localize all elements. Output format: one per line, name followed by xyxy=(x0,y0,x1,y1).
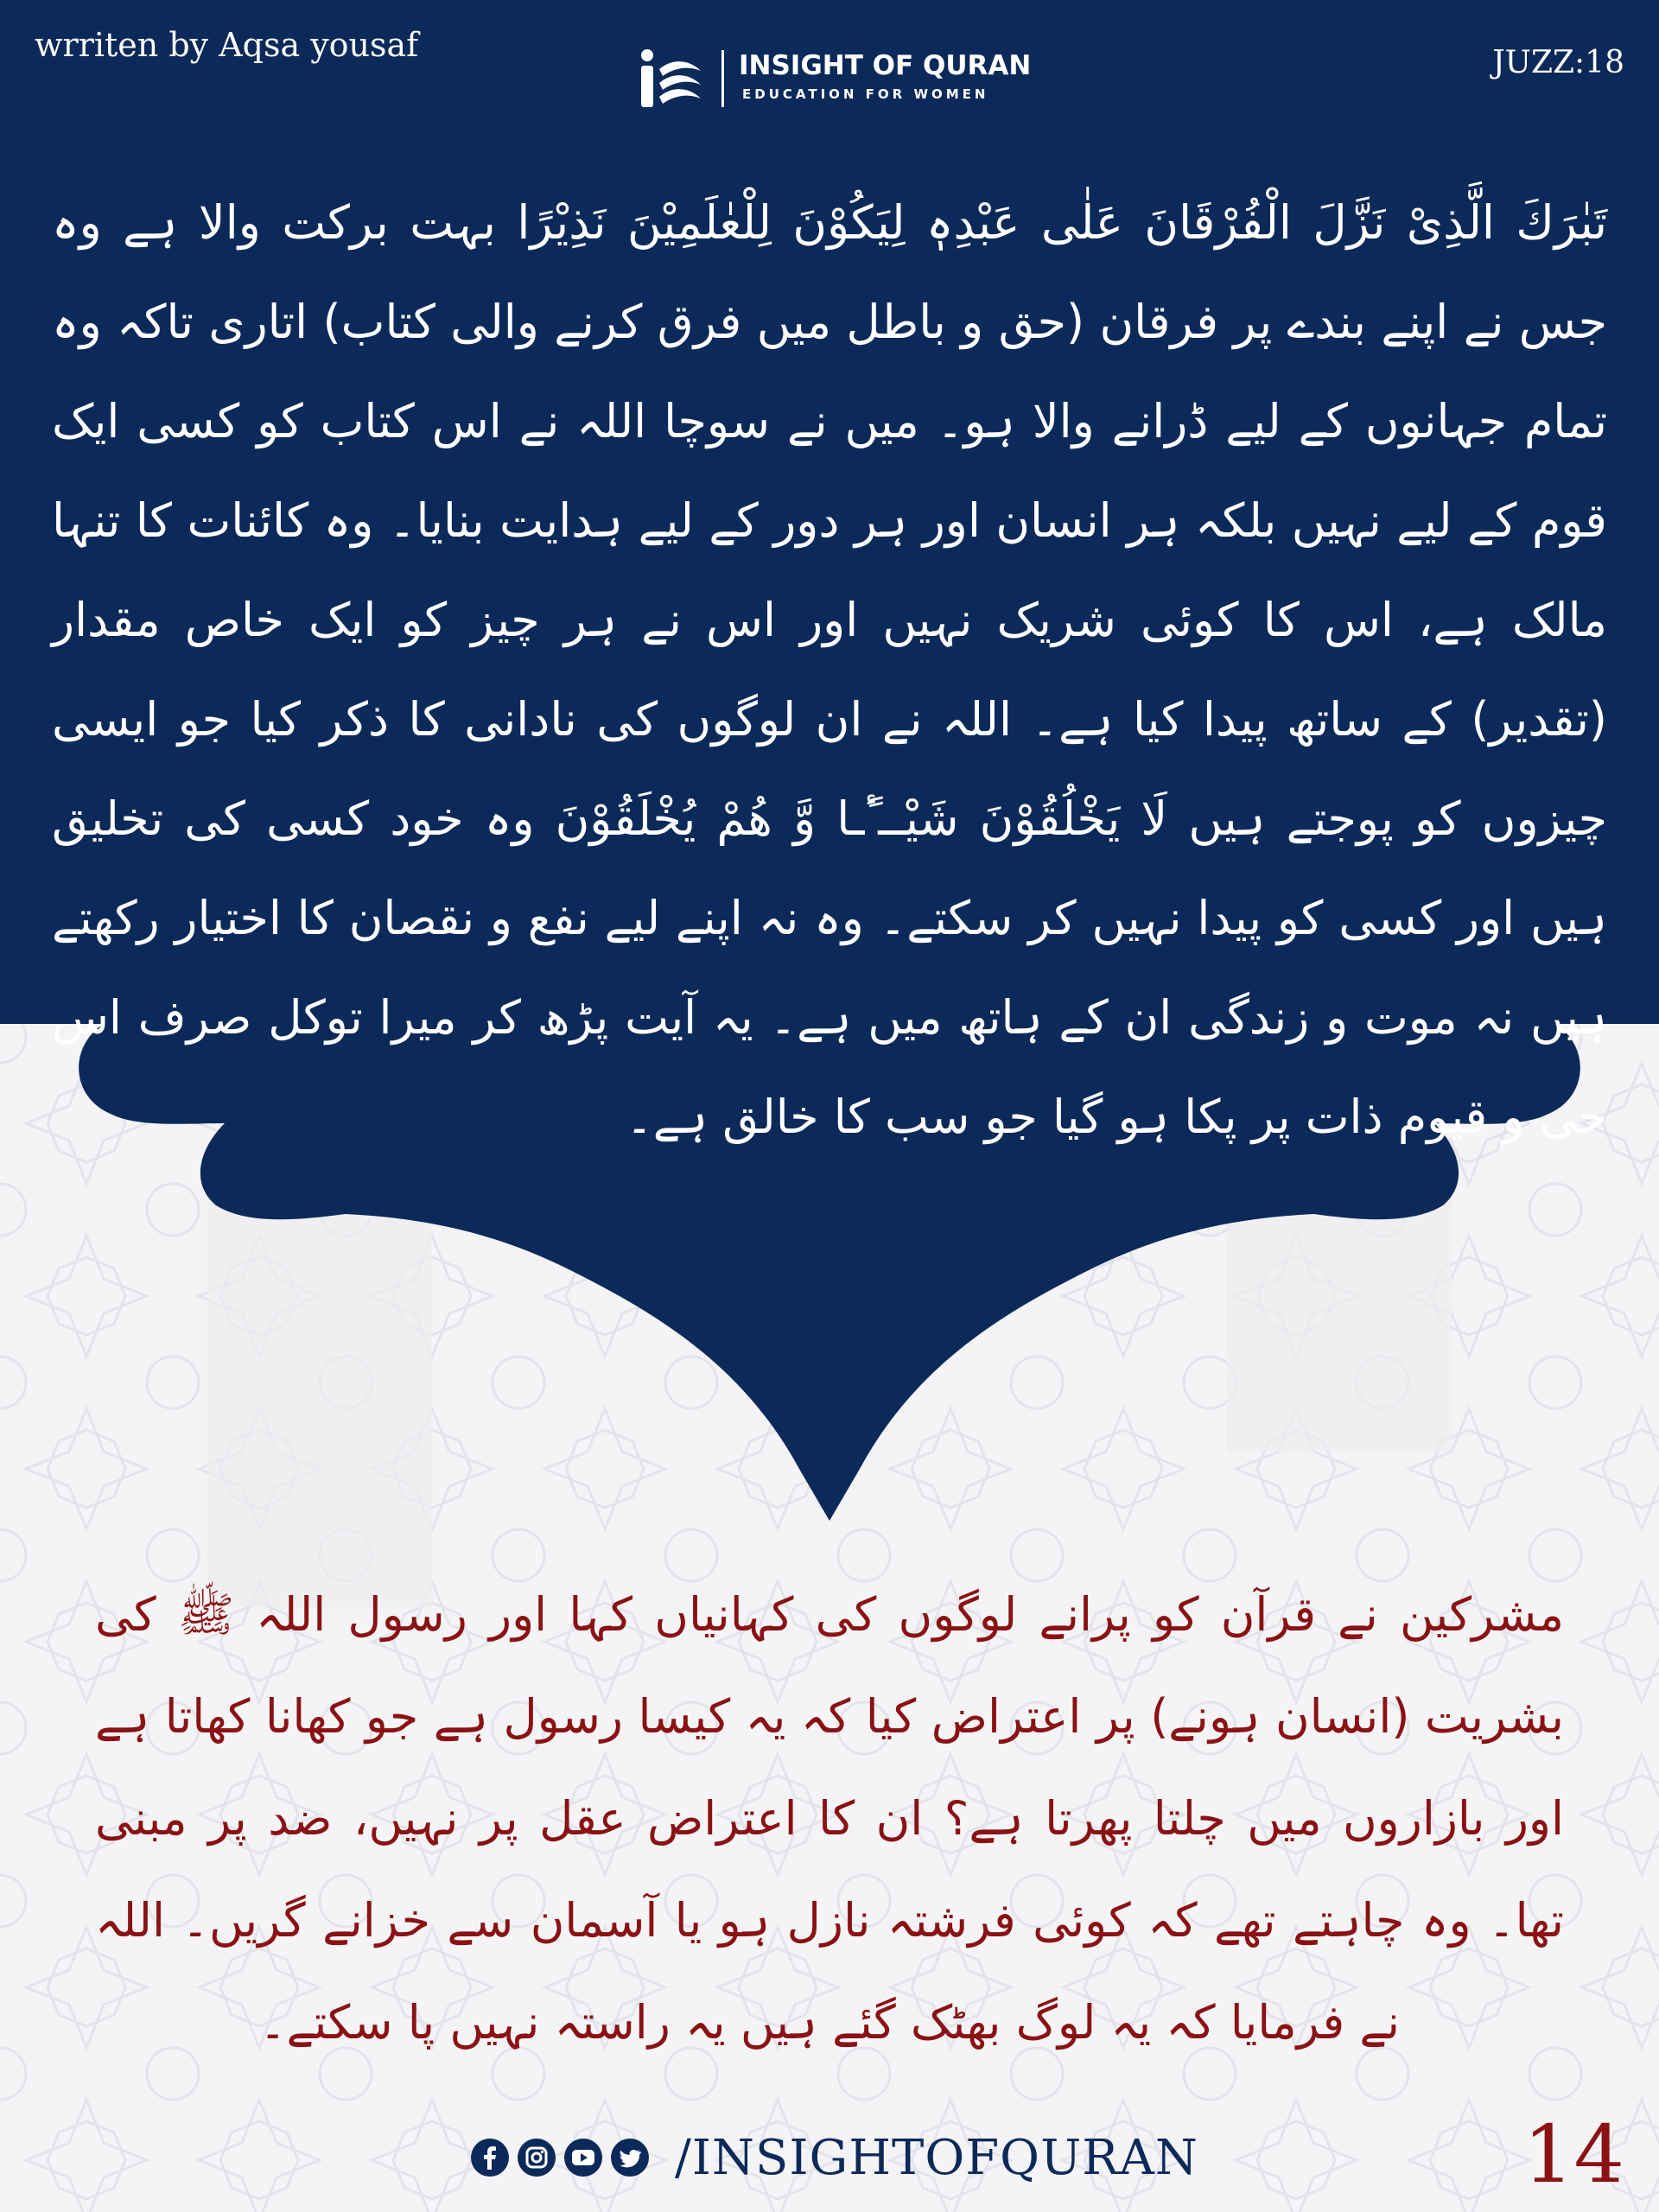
main-urdu-paragraph xyxy=(52,173,1607,1166)
juzz-number: JUZZ:18 xyxy=(1492,45,1624,80)
insight-of-quran-logo xyxy=(635,45,1033,114)
page-number: 14 xyxy=(1522,2108,1624,2201)
facebook-icon[interactable] xyxy=(471,2139,509,2177)
logo-mark-icon xyxy=(635,45,704,114)
paragraph-line: چیز کو ایک خاص مقدار (تقدیر) کے ساتھ پیدا کیا ہے۔ اللہ نے ان لوگوں کی نادانی کا ذکر کیا جو xyxy=(52,593,1607,747)
youtube-icon[interactable] xyxy=(564,2139,602,2177)
paragraph-line: نہیں کر سکتے۔ وہ نہ اپنے لیے نفع و نقصان کا اختیار رکھتے ہیں نہ موت و زندگی ان کے ہاتھ میں xyxy=(52,891,1607,1045)
paragraph-line: خزانے گریں۔ اللہ نے فرمایا کہ یہ لوگ بھٹک گئے ہیں یہ راستہ نہیں پا سکتے۔ xyxy=(95,1893,1401,2050)
social-handle[interactable]: /INSIGHTOFQURAN xyxy=(675,2129,1198,2186)
logo-subtitle: EDUCATION FOR WOMEN xyxy=(742,86,989,102)
instagram-icon[interactable] xyxy=(518,2139,556,2177)
paragraph-line: ان کا اعتراض عقل پر نہیں، ضد پر مبنی تھا۔ وہ چاہتے تھے کہ کوئی فرشتہ نازل ہو یا آسمان سے xyxy=(95,1791,1564,1948)
paragraph-line: اپنے بندے پر فرقان (حق و باطل میں فرق کرنے والی کتاب) اتاری تاکہ وہ تمام جہانوں کے xyxy=(52,295,1607,448)
paragraph-line: ایسی چیزوں کو پوجتے ہیں لَا یَخْلُقُوْنَ شَیْــٴًـا وَّ هُمْ یُخْلَقُوْنَ وہ خود کسی کی تخلیق ہیں اور کسی کو پیدا xyxy=(52,692,1607,945)
logo-divider xyxy=(721,50,724,107)
paragraph-line: لیے ڈرانے والا ہو۔ میں نے سوچا اللہ نے اس کتاب کو کسی ایک قوم کے لیے نہیں بلکہ ہر انسان xyxy=(52,394,1607,548)
paragraph-line: تَبٰرَكَ الَّذِیْ نَزَّلَ الْفُرْقَانَ عَلٰى عَبْدِهٖ لِیَكُوْنَ لِلْعٰلَمِیْنَ نَذِیْرًا بہت برکت والا ہے وہ جس نے xyxy=(52,195,1607,349)
social-footer xyxy=(471,2127,1198,2188)
twitter-icon[interactable] xyxy=(611,2139,649,2177)
secondary-urdu-paragraph xyxy=(95,1564,1564,2074)
paragraph-line: مشرکین نے قرآن کو پرانے لوگوں کی کہانیاں کہا اور رسول اللہ ﷺ کی بشریت (انسان xyxy=(95,1587,1564,1744)
logo-title: INSIGHT OF QURAN xyxy=(739,50,1032,81)
paragraph-line: اور ہر دور کے لیے ہدایت بنایا۔ وہ کائنات کا تنہا مالک ہے، اس کا کوئی شریک نہیں اور اس نے ہر xyxy=(52,493,1607,647)
paragraph-line: ہونے) پر اعتراض کیا کہ یہ کیسا رسول ہے جو کھانا کھاتا ہے اور بازاروں میں چلتا پھرتا ہے؟ xyxy=(95,1689,1564,1846)
paragraph-line: ہے۔ یہ آیت پڑھ کر میرا توکل صرف اس حی و قیوم ذات پر پکا ہو گیا جو سب کا خالق ہے۔ xyxy=(52,990,1607,1144)
writer-credit: wrriten by Aqsa yousaf xyxy=(35,26,419,64)
